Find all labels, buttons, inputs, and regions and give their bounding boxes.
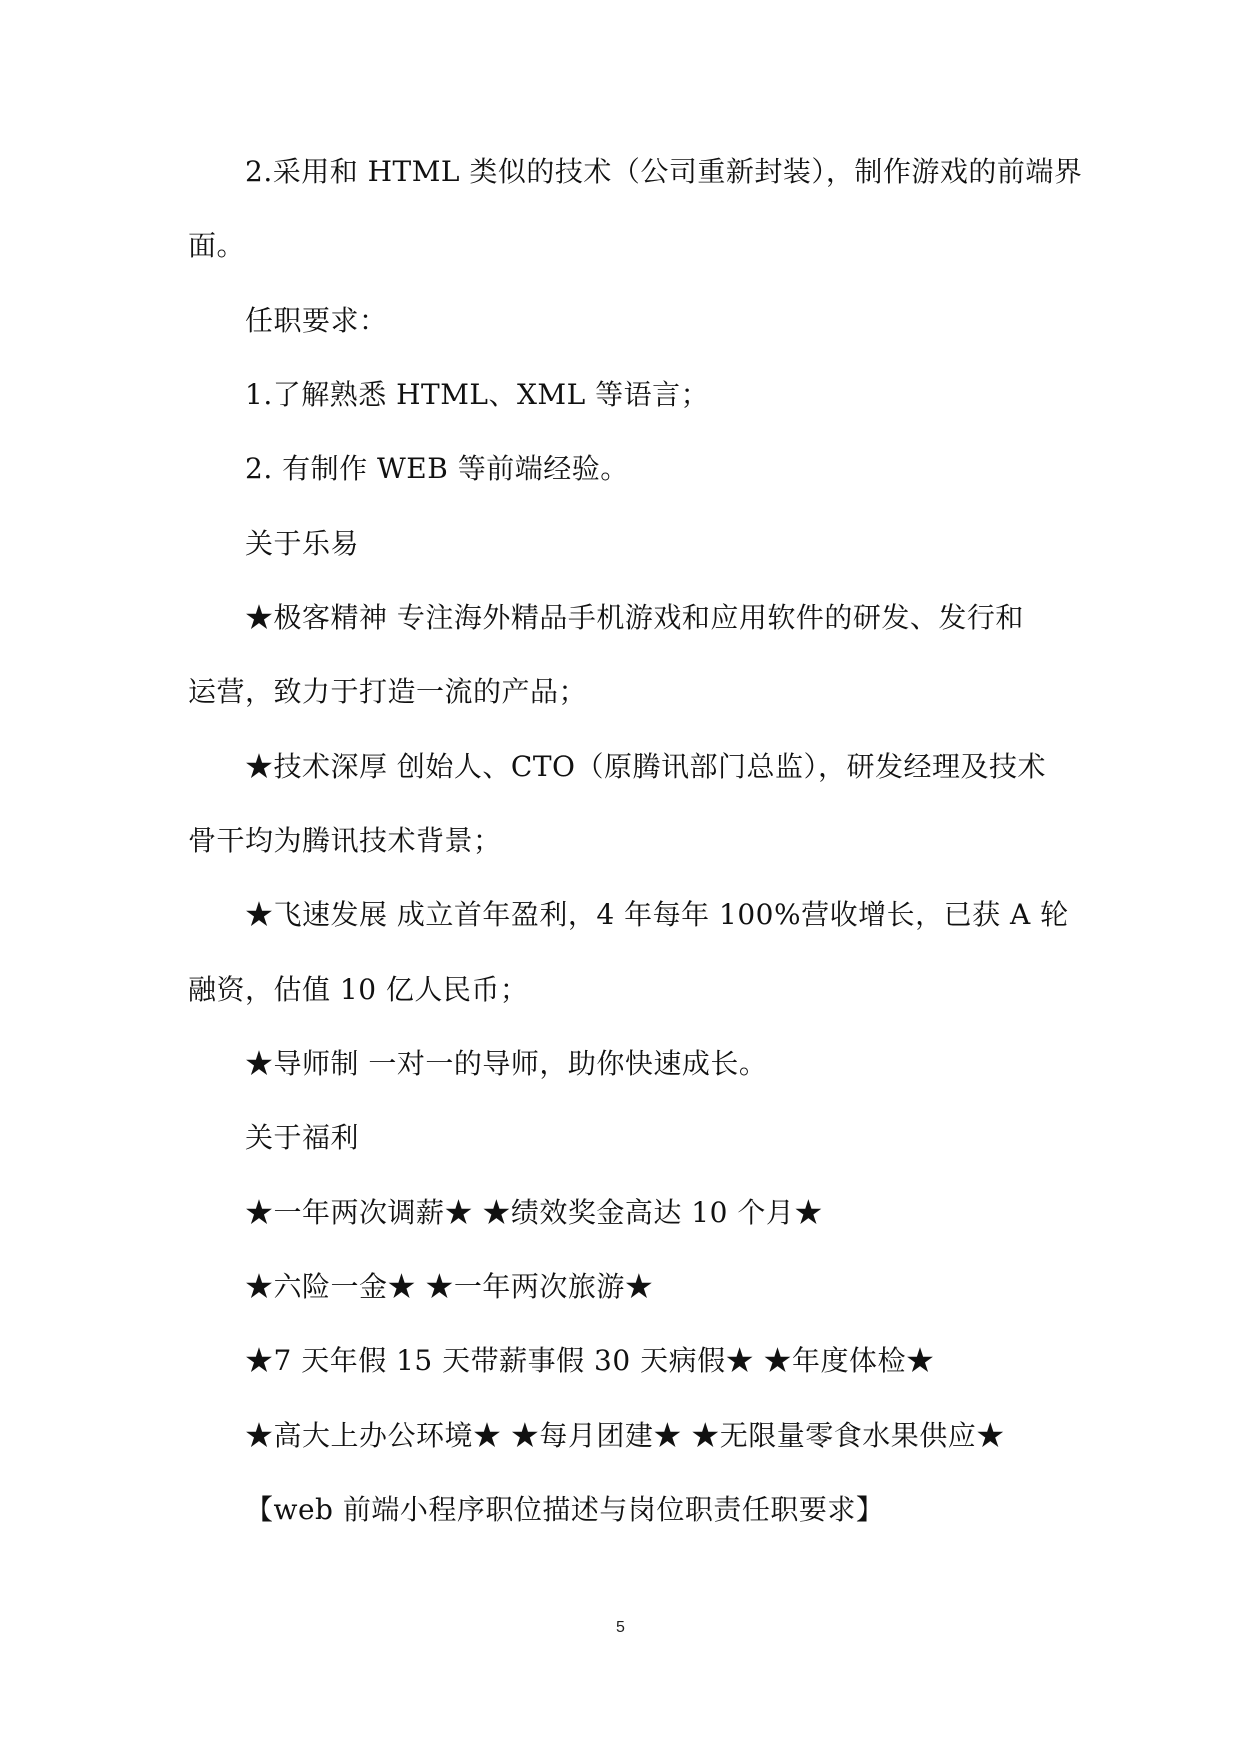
requirement-item-2: 2. 有制作 WEB 等前端经验。 xyxy=(245,452,629,485)
heading-benefits: 关于福利 xyxy=(245,1121,360,1154)
about-item-tech-cont: 骨干均为腾讯技术背景； xyxy=(188,824,502,857)
requirement-item-1: 1.了解熟悉 HTML、XML 等语言； xyxy=(245,378,710,411)
benefits-line-3: ★7 天年假 15 天带薪事假 30 天病假★ ★年度体检★ xyxy=(245,1344,935,1377)
page-number: 5 xyxy=(616,1619,625,1636)
paragraph-duties-item-2: 2.采用和 HTML 类似的技术（公司重新封装），制作游戏的前端界 xyxy=(245,155,1083,188)
about-item-growth: ★飞速发展 成立首年盈利，4 年每年 100%营收增长，已获 A 轮 xyxy=(245,898,1069,931)
about-item-tech: ★技术深厚 创始人、CTO（原腾讯部门总监），研发经理及技术 xyxy=(245,750,1046,783)
about-item-geek: ★极客精神 专注海外精品手机游戏和应用软件的研发、发行和 xyxy=(245,601,1024,634)
about-item-mentor: ★导师制 一对一的导师，助你快速成长。 xyxy=(245,1047,768,1080)
benefits-line-4: ★高大上办公环境★ ★每月团建★ ★无限量零食水果供应★ xyxy=(245,1419,1005,1452)
paragraph-duties-item-2-cont: 面。 xyxy=(188,229,246,262)
about-item-growth-cont: 融资，估值 10 亿人民币； xyxy=(188,973,529,1006)
section-title-web-miniprogram: 【web 前端小程序职位描述与岗位职责任职要求】 xyxy=(245,1493,885,1526)
about-item-geek-cont: 运营，致力于打造一流的产品； xyxy=(188,675,588,708)
heading-about-company: 关于乐易 xyxy=(245,527,360,560)
benefits-line-1: ★一年两次调薪★ ★绩效奖金高达 10 个月★ xyxy=(245,1196,823,1229)
heading-requirements: 任职要求： xyxy=(245,304,388,337)
benefits-line-2: ★六险一金★ ★一年两次旅游★ xyxy=(245,1270,654,1303)
